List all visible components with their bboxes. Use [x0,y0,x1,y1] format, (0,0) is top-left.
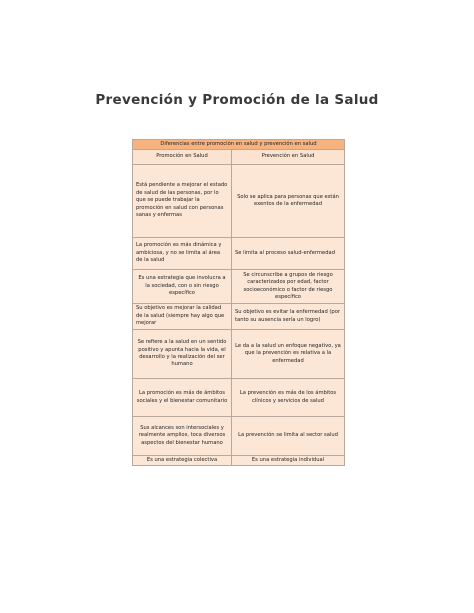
table-cell-prevencion: Su objetivo es evitar la enfermedad (por tanto su ausencia sería un logro) [232,304,345,330]
table-cell-prevencion: La prevención es más de los ámbitos clínicos y servicios de salud [232,379,345,417]
table-cell-promocion: La promoción es más de ámbitos sociales y el bienestar comunitario [133,379,232,417]
table-row [133,270,345,304]
table-cell-promocion: Está pendiente a mejorar el estado de salud de las personas, por lo que se puede trabajar la promoción en salud con personas sanas y enfermas [133,165,232,238]
table-cell-promocion: Sus alcances son intersociales y realmente amplios, toca diversos aspectos del bienestar humano [133,417,232,456]
table-row [133,456,345,466]
table-cell-promocion: Su objetivo es mejorar la calidad de la salud (siempre hay algo que mejorar [133,304,232,330]
page-title: Prevención y Promoción de la Salud [95,92,379,108]
table-caption: Diferencias entre promoción en salud y prevención en salud [133,140,345,150]
table-row [133,379,345,417]
table-cell-promocion: Es una estrategia colectiva [133,456,232,466]
table-row [133,330,345,379]
table-caption-row [133,140,345,150]
table-row [133,304,345,330]
comparison-table [132,139,345,466]
table-row [133,165,345,238]
table-cell-promocion: La promoción es más dinámica y ambiciosa, y no se limita al área de la salud [133,238,232,270]
table-cell-prevencion: Le da a la salud un enfoque negativo, ya que la prevención es relativa a la enfermedad [232,330,345,379]
table-cell-prevencion: La prevención se limita al sector salud [232,417,345,456]
table-header-row [133,150,345,165]
column-header-prevencion: Prevención en Salud [232,150,345,165]
table-cell-prevencion: Solo se aplica para personas que están exentos de la enfermedad [232,165,345,238]
table-cell-prevencion: Se circunscribe a grupos de riesgo caracterizados por edad, factor socioeconómico o factor de riesgo específico [232,270,345,304]
table-cell-prevencion: Es una estrategia individual [232,456,345,466]
table-cell-prevencion: Se limita al proceso salud-enfermedad [232,238,345,270]
table-cell-promocion: Es una estrategia que involucra a la sociedad, con o sin riesgo específico [133,270,232,304]
table-row [133,417,345,456]
column-header-promocion: Promoción en Salud [133,150,232,165]
table-cell-promocion: Se refiere a la salud en un sentido positivo y apunta hacia la vida, el desarrollo y la realización del ser humano [133,330,232,379]
table-row [133,238,345,270]
